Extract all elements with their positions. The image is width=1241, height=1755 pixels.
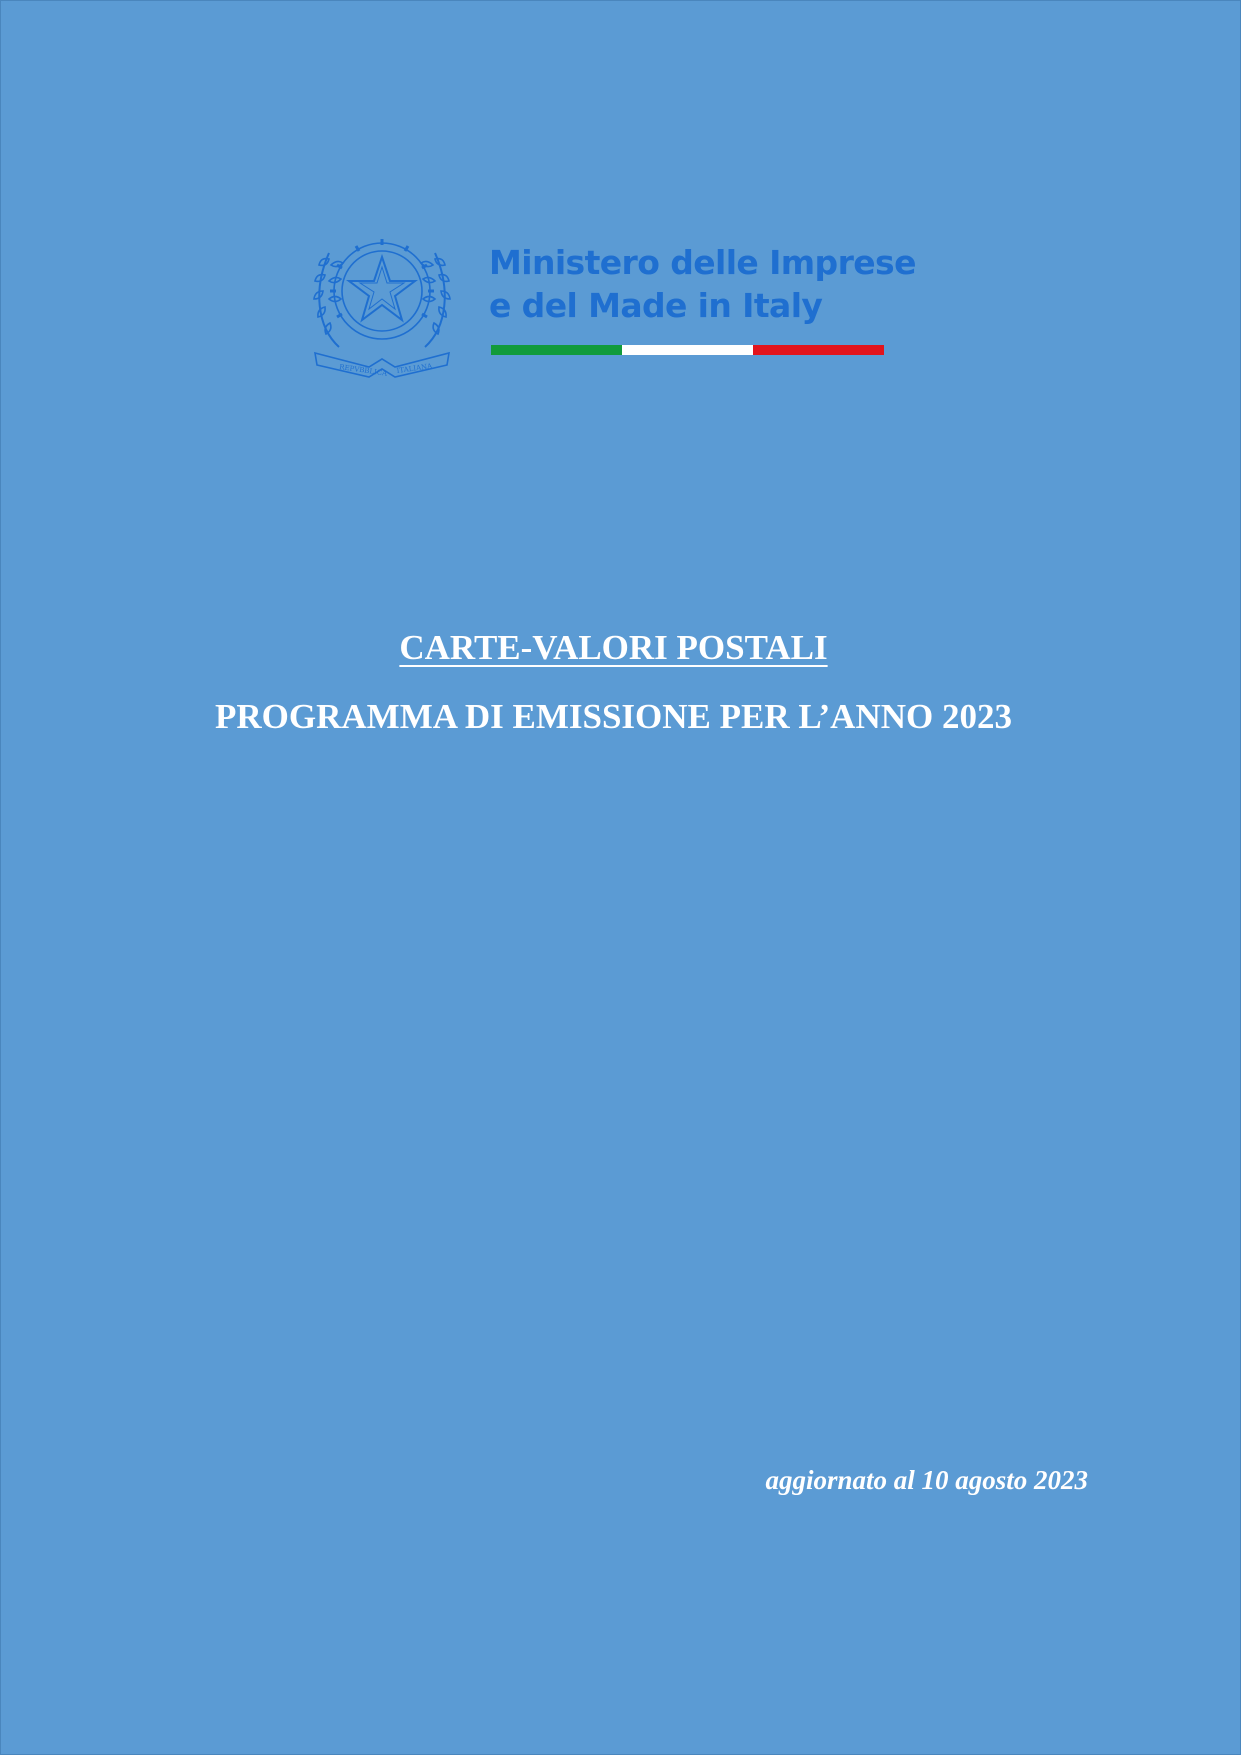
tricolor-white-stripe — [622, 345, 753, 355]
tricolor-green-stripe — [491, 345, 622, 355]
document-subtitle: PROGRAMMA DI EMISSIONE PER L’ANNO 2023 — [215, 697, 1012, 736]
svg-text:ITALIANA: ITALIANA — [396, 362, 433, 375]
ministry-name — [489, 241, 916, 327]
ministry-name-line-2: e del Made in Italy — [489, 286, 823, 325]
updated-date-note: aggiornato al 10 agosto 2023 — [765, 1465, 1088, 1495]
tricolor-red-stripe — [753, 345, 884, 355]
italian-tricolor-bar — [491, 345, 884, 355]
ministry-name-line-1: Ministero delle Imprese — [489, 243, 916, 282]
repubblica-italiana-emblem-icon — [309, 219, 455, 379]
svg-text:REPVBBLICA: REPVBBLICA — [338, 363, 388, 378]
document-title: CARTE-VALORI POSTALI — [399, 628, 828, 667]
